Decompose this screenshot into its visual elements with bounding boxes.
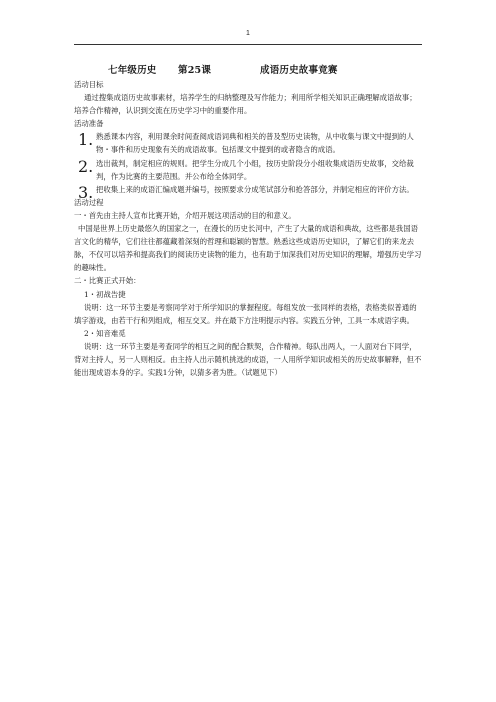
document-body (74, 62, 422, 379)
step-two: 二・比赛正式开始： (74, 276, 141, 286)
prep-heading: 活动准备 (74, 119, 104, 129)
title-course: 七年级历史 (108, 65, 157, 76)
process-heading: 活动过程 (74, 197, 104, 207)
prep-item (74, 157, 422, 183)
prep-item-text: 把收集上来的成语汇编成题并编号，按照要求分成笔试部分和抢答部分，并制定相应的评价方法。 (96, 184, 414, 194)
goal-heading: 活动目标 (74, 80, 104, 89)
goal-text: 通过搜集成语历史故事素材，培养学生的归纳整理及写作能力；利用所学相关知识正确理解成语故事；培养合作精神，认识到交流在历史学习中的重要作用。 (74, 93, 417, 116)
prep-item-number: 3. (78, 182, 94, 202)
round-one-heading: 1・初战告捷 (84, 289, 126, 299)
step-one: 一・首先由主持人宣布比赛开始，介绍开展这项活动的目的和意义。 (74, 210, 296, 220)
title-topic: 成语历史故事竞赛 (260, 65, 338, 76)
step-one-text: 中国是世界上历史最悠久的国家之一，在漫长的历史长河中，产生了大量的成语和典故，这些都是我国语言文化的精华，它们往往都蕴藏着深刻的哲理和聪颖的智慧。熟悉这些成语历史知识，了解它们的来龙去脉，不仅可以培养和提高我们的阅读历史读物的能力，也有助于加深我们对历史知识的理解，增强历史学习的趣味性。 (74, 224, 422, 273)
prep-item-number: 2. (78, 156, 94, 176)
prep-item (74, 130, 422, 156)
round-two-text: 说明：这一环节主要是考查同学的相互之间的配合默契，合作精神。每队出两人，一人面对台下同学，背对主持人，另一人则相反。由主持人出示随机挑选的成语，一人用所学知识或相关的历史故事解释，但不能出现成语本身的字。实践1分钟，以猜多者为胜。（试题见下） (74, 341, 422, 378)
header-rule (74, 44, 422, 45)
round-two-heading: 2・知音难觅 (84, 328, 126, 338)
document-title (74, 62, 422, 76)
prep-item-text: 选出裁判，制定相应的规则。把学生分成几个小组，按历史阶段分小组收集成语历史故事，交给裁判，作为比赛的主要范围。并公布给全体同学。 (96, 158, 414, 181)
prep-item-text: 熟悉课本内容，利用课余时间查阅成语词典和相关的普及型历史读物，从中收集与课文中提到的人物・事件和历史现象有关的成语故事。包括课文中提到的或者隐含的成语。 (96, 132, 414, 155)
prep-item-number: 1. (78, 130, 94, 150)
round-one-text: 说明：这一环节主要是考察同学对于所学知识的掌握程度。每组发放一张同样的表格，表格类似普通的填字游戏，由若干行和列组成，相互交叉。并在最下方注明提示内容。实践五分钟，工具一本成语字典。 (74, 302, 417, 325)
title-lesson: 第25课 (178, 65, 212, 76)
page-number: 1 (246, 30, 250, 37)
